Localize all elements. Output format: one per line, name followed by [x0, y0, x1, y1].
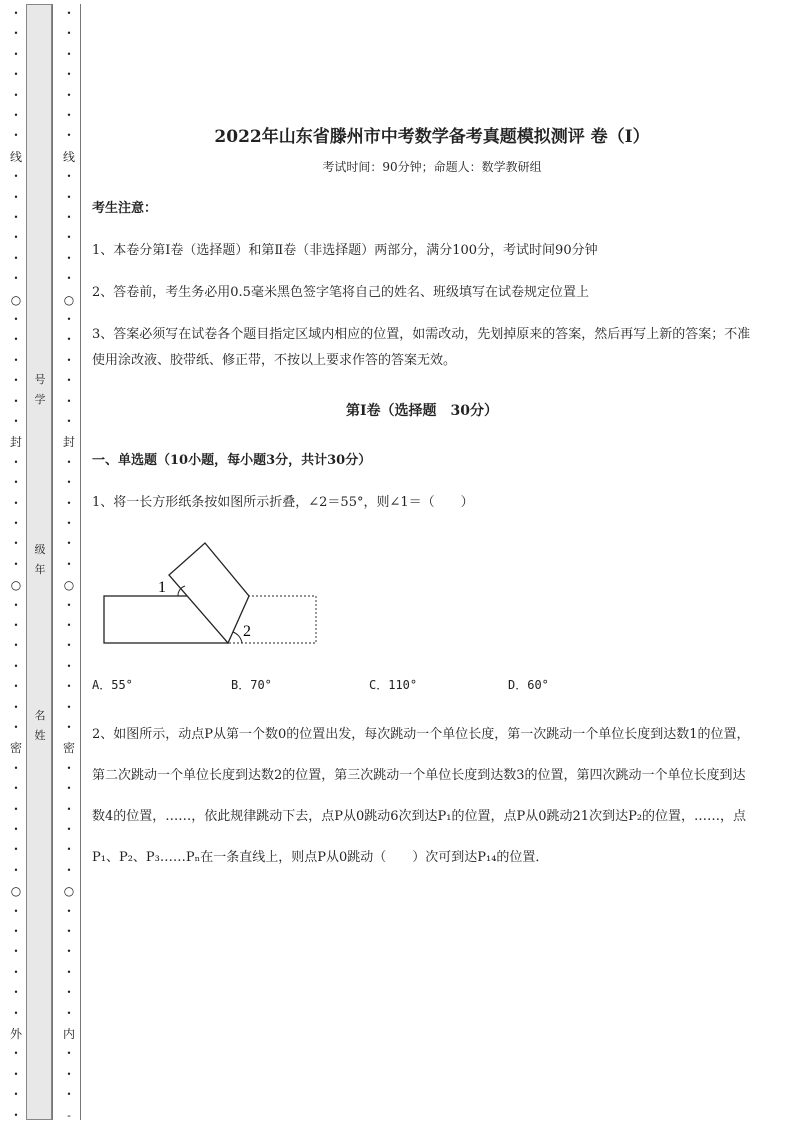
binding-seal-label: 内	[62, 1027, 75, 1041]
binding-dot: •	[13, 1049, 19, 1059]
binding-dot: •	[66, 682, 72, 692]
binding-dot: •	[66, 723, 72, 732]
angle-1-label: 1	[158, 579, 166, 596]
binding-dot: •	[13, 70, 19, 80]
binding-dot: •	[66, 213, 72, 222]
option-a[interactable]: A．55°	[92, 678, 133, 692]
binding-seal-label: 线	[62, 149, 75, 164]
binding-dot: •	[66, 559, 72, 569]
binding-dot: •	[13, 131, 19, 141]
binding-dot: •	[66, 906, 72, 916]
binding-inner-line	[52, 4, 53, 1120]
binding-dot: •	[66, 376, 72, 386]
binding-dot: •	[66, 763, 72, 773]
binding-dot: •	[13, 967, 19, 977]
binding-seal-label: ○	[63, 884, 75, 899]
binding-seal-label: 密	[62, 741, 75, 756]
binding-dot: •	[66, 478, 72, 488]
binding-dot: •	[66, 192, 72, 202]
section-title: 第Ⅰ卷（选择题 30分）	[345, 403, 499, 419]
page-subtitle: 考试时间：90分钟；命题人：数学教研组	[322, 160, 542, 174]
binding-dot: •	[66, 661, 72, 671]
binding-outer-line	[80, 4, 81, 1120]
binding-dot: •	[13, 49, 19, 59]
binding-dot: •	[13, 682, 19, 692]
binding-dot: •	[13, 641, 19, 651]
binding-seal-label: 外	[9, 1027, 22, 1041]
binding-dot: •	[13, 192, 19, 202]
binding-margin	[0, 0, 90, 1123]
binding-dot: •	[66, 274, 72, 284]
field-student-id	[28, 370, 52, 410]
binding-dot: •	[13, 825, 19, 834]
binding-dot: •	[13, 396, 19, 406]
binding-seal-label: 封	[62, 435, 75, 450]
binding-dot: •	[13, 172, 19, 182]
binding-dot: •	[66, 1069, 72, 1079]
binding-dot: •	[66, 233, 72, 243]
binding-dot: •	[66, 825, 72, 834]
binding-dot: •	[66, 988, 72, 998]
binding-seal-label: ○	[10, 578, 22, 593]
binding-dot: •	[13, 417, 19, 426]
binding-dot: •	[13, 723, 19, 732]
field-class	[28, 540, 52, 580]
binding-seal-label: 线	[9, 149, 22, 164]
binding-dot: •	[66, 600, 72, 610]
binding-dot: •	[13, 253, 19, 263]
field-class-label: 级年	[34, 543, 46, 576]
binding-dot: •	[66, 396, 72, 406]
binding-dot: •	[66, 519, 72, 528]
field-name-label: 名姓	[34, 709, 46, 742]
binding-dot: •	[13, 111, 19, 120]
binding-dot: •	[66, 539, 72, 549]
binding-dot: •	[13, 539, 19, 549]
question-1-text: 1、将一长方形纸条按如图所示折叠，∠2＝55°，则∠1＝（ ）	[92, 495, 474, 510]
binding-dot: •	[13, 661, 19, 671]
binding-dot: •	[13, 90, 19, 100]
binding-dash: -	[67, 1108, 71, 1122]
binding-dot: •	[13, 519, 19, 528]
binding-dot: •	[13, 906, 19, 916]
binding-dot: •	[66, 967, 72, 977]
binding-dot: •	[66, 804, 72, 814]
binding-dot: •	[66, 621, 72, 630]
binding-dot: •	[66, 947, 72, 957]
binding-dot: •	[13, 1069, 19, 1079]
binding-dot: •	[13, 988, 19, 998]
binding-dot: •	[66, 131, 72, 141]
binding-dot: •	[13, 1090, 19, 1100]
option-b[interactable]: B．70°	[231, 678, 272, 692]
binding-dot: •	[66, 90, 72, 100]
page-title: 2022年山东省滕州市中考数学备考真题模拟测评 卷（Ⅰ）	[214, 127, 650, 147]
binding-dot: •	[66, 702, 72, 712]
binding-dot: •	[13, 29, 19, 39]
binding-dot: •	[66, 1090, 72, 1100]
question-1-figure	[102, 538, 332, 650]
binding-seal-label: 密	[9, 741, 22, 756]
binding-dot: •	[13, 335, 19, 345]
binding-dot: •	[66, 29, 72, 39]
binding-dot: •	[13, 213, 19, 222]
binding-dot: •	[66, 111, 72, 120]
binding-seal-label: ○	[10, 884, 22, 899]
binding-dot: •	[66, 70, 72, 80]
binding-dot: •	[66, 315, 72, 324]
folded-part	[169, 543, 249, 643]
binding-dot: •	[13, 1110, 19, 1120]
binding-dot: •	[13, 763, 19, 773]
binding-dot: •	[66, 1049, 72, 1059]
binding-dot: •	[13, 804, 19, 814]
binding-dot: •	[13, 274, 19, 284]
binding-dot: •	[66, 49, 72, 59]
binding-dot: •	[13, 600, 19, 610]
binding-dot: •	[66, 172, 72, 182]
option-c[interactable]: C．110°	[369, 678, 418, 692]
binding-dot: •	[13, 559, 19, 569]
binding-dot: •	[66, 865, 72, 875]
binding-dot: •	[66, 335, 72, 345]
binding-dot: •	[13, 845, 19, 855]
binding-dot: •	[66, 498, 72, 508]
binding-seal-label: ○	[10, 292, 22, 307]
binding-seal-label: 封	[9, 435, 22, 450]
binding-dot: •	[66, 784, 72, 794]
binding-dot: •	[66, 845, 72, 855]
question-2-text: 2、如图所示，动点P从第一个数0的位置出发，每次跳动一个单位长度，第一次跳动一个单位长度到达数1的位置，第二次跳动一个单位长度到达数2的位置，第三次跳动一个单位长度到达数3的位置，第四次跳动一个单位长度到达数4的位置，……，依此规律跳动下去，点P从0跳动6次到达P₁的位置，点P从0跳动21次到达P₂的位置，……，点P₁、P₂、P₃……Pₙ在一条直线上，则点P从0跳动（ ）次可到达P₁₄的位置．	[92, 727, 750, 865]
part-heading: 一、单选题（10小题，每小题3分，共计30分）	[92, 453, 372, 468]
binding-dot: •	[66, 1008, 72, 1018]
binding-dot: •	[13, 498, 19, 508]
field-name	[28, 706, 52, 746]
notice-item-3: 3、答案必须写在试卷各个题目指定区域内相应的位置，如需改动，先划掉原来的答案，然后再写上新的答案；不准使用涂改液、胶带纸、修正带，不按以上要求作答的答案无效。	[92, 327, 751, 368]
notice-heading: 考生注意：	[92, 201, 158, 216]
angle-2-arc	[233, 632, 242, 643]
binding-dot: •	[66, 253, 72, 263]
binding-dot: •	[13, 478, 19, 488]
binding-dot: •	[13, 457, 19, 467]
binding-dot: •	[13, 702, 19, 712]
notice-item-1: 1、本卷分第Ⅰ卷（选择题）和第Ⅱ卷（非选择题）两部分，满分100分，考试时间90分钟	[92, 243, 598, 258]
binding-dot: •	[66, 355, 72, 365]
binding-dot: •	[13, 9, 19, 18]
binding-dot: •	[13, 233, 19, 243]
binding-dot: •	[13, 927, 19, 936]
binding-dot: •	[13, 947, 19, 957]
binding-dot: •	[13, 784, 19, 794]
binding-seal-label: ○	[63, 292, 75, 307]
binding-dot: •	[66, 927, 72, 936]
notice-item-2: 2、答卷前，考生务必用0.5毫米黑色签字笔将自己的姓名、班级填写在试卷规定位置上	[92, 285, 589, 300]
angle-2-label: 2	[243, 623, 251, 640]
binding-dot: •	[13, 621, 19, 630]
binding-dot: •	[66, 9, 72, 18]
binding-dot: •	[13, 315, 19, 324]
binding-dot: •	[66, 641, 72, 651]
option-d[interactable]: D．60°	[508, 678, 549, 692]
binding-dot: •	[66, 457, 72, 467]
field-student-id-label: 号学	[34, 373, 46, 406]
binding-dot: •	[13, 1008, 19, 1018]
binding-seal-label: ○	[63, 578, 75, 593]
binding-dot: •	[13, 865, 19, 875]
binding-dot: •	[13, 376, 19, 386]
binding-dot: •	[66, 417, 72, 426]
binding-dot: •	[13, 355, 19, 365]
